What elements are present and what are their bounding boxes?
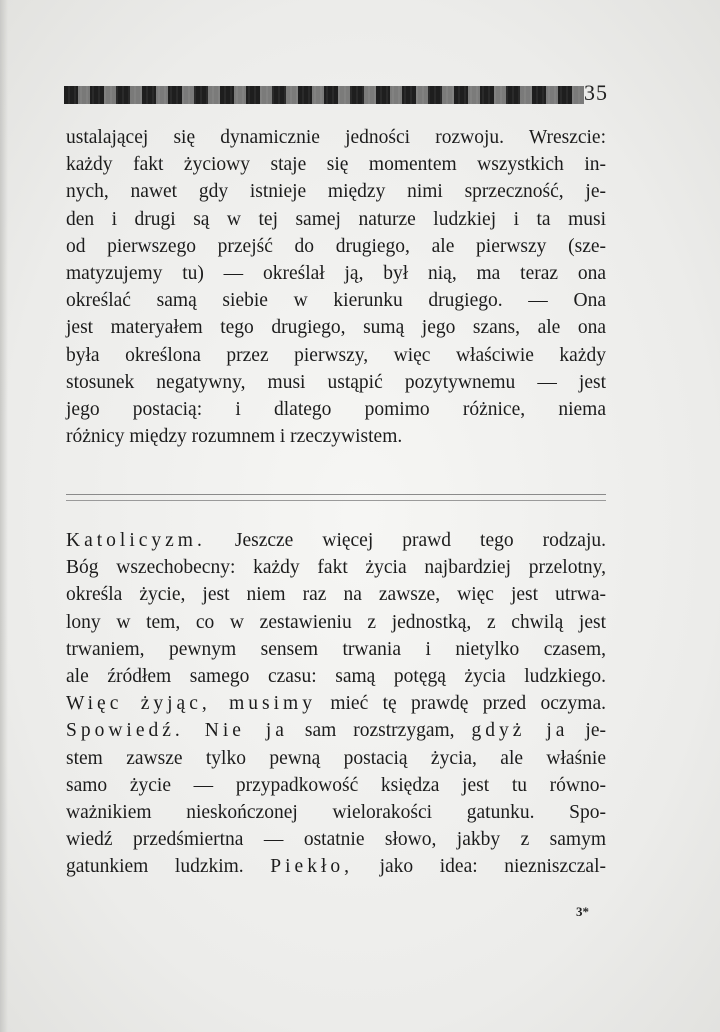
spaced-emphasis: Więc żyjąc, musimy: [66, 693, 316, 715]
text-run: mieć tę prawdę przed oczyma.: [315, 693, 606, 715]
text-line: ustalającej się dynamicznie jedności rozwoju. Wreszcie:: [66, 127, 606, 148]
section-divider-bottom: [66, 500, 606, 501]
text-line: nych, nawet gdy istnieje między nimi sprzeczność, je-: [66, 181, 606, 203]
signature-mark: 3*: [576, 904, 589, 919]
text-run: Jeszcze więcej prawd tego rodzaju.: [205, 530, 606, 551]
text-line: ale źródłem samego czasu: samą potęgą życia ludzkiego.: [66, 666, 606, 688]
page-edge-shadow: [0, 0, 8, 1032]
text-line: jest materyałem tego drugiego, sumą jego szans, ale ona: [66, 317, 606, 339]
text-line: lony w tem, co w zestawieniu z jednostką, z chwilą jest: [66, 611, 606, 633]
paragraph-1: [66, 124, 606, 450]
text-line: trwaniem, pewnym sensem trwania i nietylko czasem,: [66, 638, 606, 660]
text-line: [66, 853, 606, 880]
text-line: stosunek negatywny, musi ustąpić pozytywnemu — jest: [66, 371, 606, 393]
header-ornament-band: [64, 84, 584, 106]
text-line: [66, 527, 606, 554]
text-line: jego postacią: i dlatego pomimo różnice, niema: [66, 399, 606, 421]
text-run: sam rozstrzygam,: [287, 720, 472, 742]
text-line: Bóg wszechobecny: każdy fakt życia najbardziej przelotny,: [66, 557, 606, 579]
spaced-emphasis: gdyż ja: [471, 720, 569, 742]
text-line: stem zawsze tylko pewną postacią życia, ale właśnie: [66, 747, 606, 769]
spaced-heading-katolicyzm: Katolicyzm.: [66, 530, 206, 551]
text-line: samo życie — przypadkowość księdza jest tu równo-: [66, 774, 606, 796]
text-run: je-: [568, 720, 606, 742]
text-run: gatunkiem ludzkim.: [66, 856, 271, 878]
text-line: ważnikiem nieskończonej wielorakości gatunku. Spo-: [66, 802, 606, 824]
text-line: różnicy między rozumnem i rzeczywistem.: [66, 426, 403, 448]
text-run: jako idea: niezniszczal-: [353, 856, 606, 878]
section-divider-top: [66, 494, 606, 495]
text-line: od pierwszego przejść do drugiego, ale pierwszy (sze-: [66, 235, 606, 257]
paragraph-2: [66, 527, 606, 881]
text-line: była określona przez pierwszy, więc właściwie każdy: [66, 344, 606, 366]
text-line: wiedź przedśmiertna — ostatnie słowo, jakby z samym: [66, 829, 606, 851]
text-line: określać samą siebie w kierunku drugiego. — Ona: [66, 290, 606, 312]
text-line: matyzujemy tu) — określał ją, był nią, ma teraz ona: [66, 263, 606, 285]
page-number: 35: [584, 80, 608, 105]
text-line: [66, 717, 606, 744]
ornament-pattern: [64, 86, 584, 104]
text-line: [66, 690, 606, 717]
text-line: każdy fakt życiowy staje się momentem wszystkich in-: [66, 154, 606, 176]
text-line: den i drugi są w tej samej naturze ludzkiej i ta musi: [66, 208, 606, 230]
spaced-heading-pieklo: Piekło,: [270, 856, 353, 878]
spaced-heading-spowiedz: Spowiedź. Nie ja: [66, 720, 288, 742]
text-line: określa życie, jest niem raz na zawsze, więc jest utrwa-: [66, 584, 606, 606]
